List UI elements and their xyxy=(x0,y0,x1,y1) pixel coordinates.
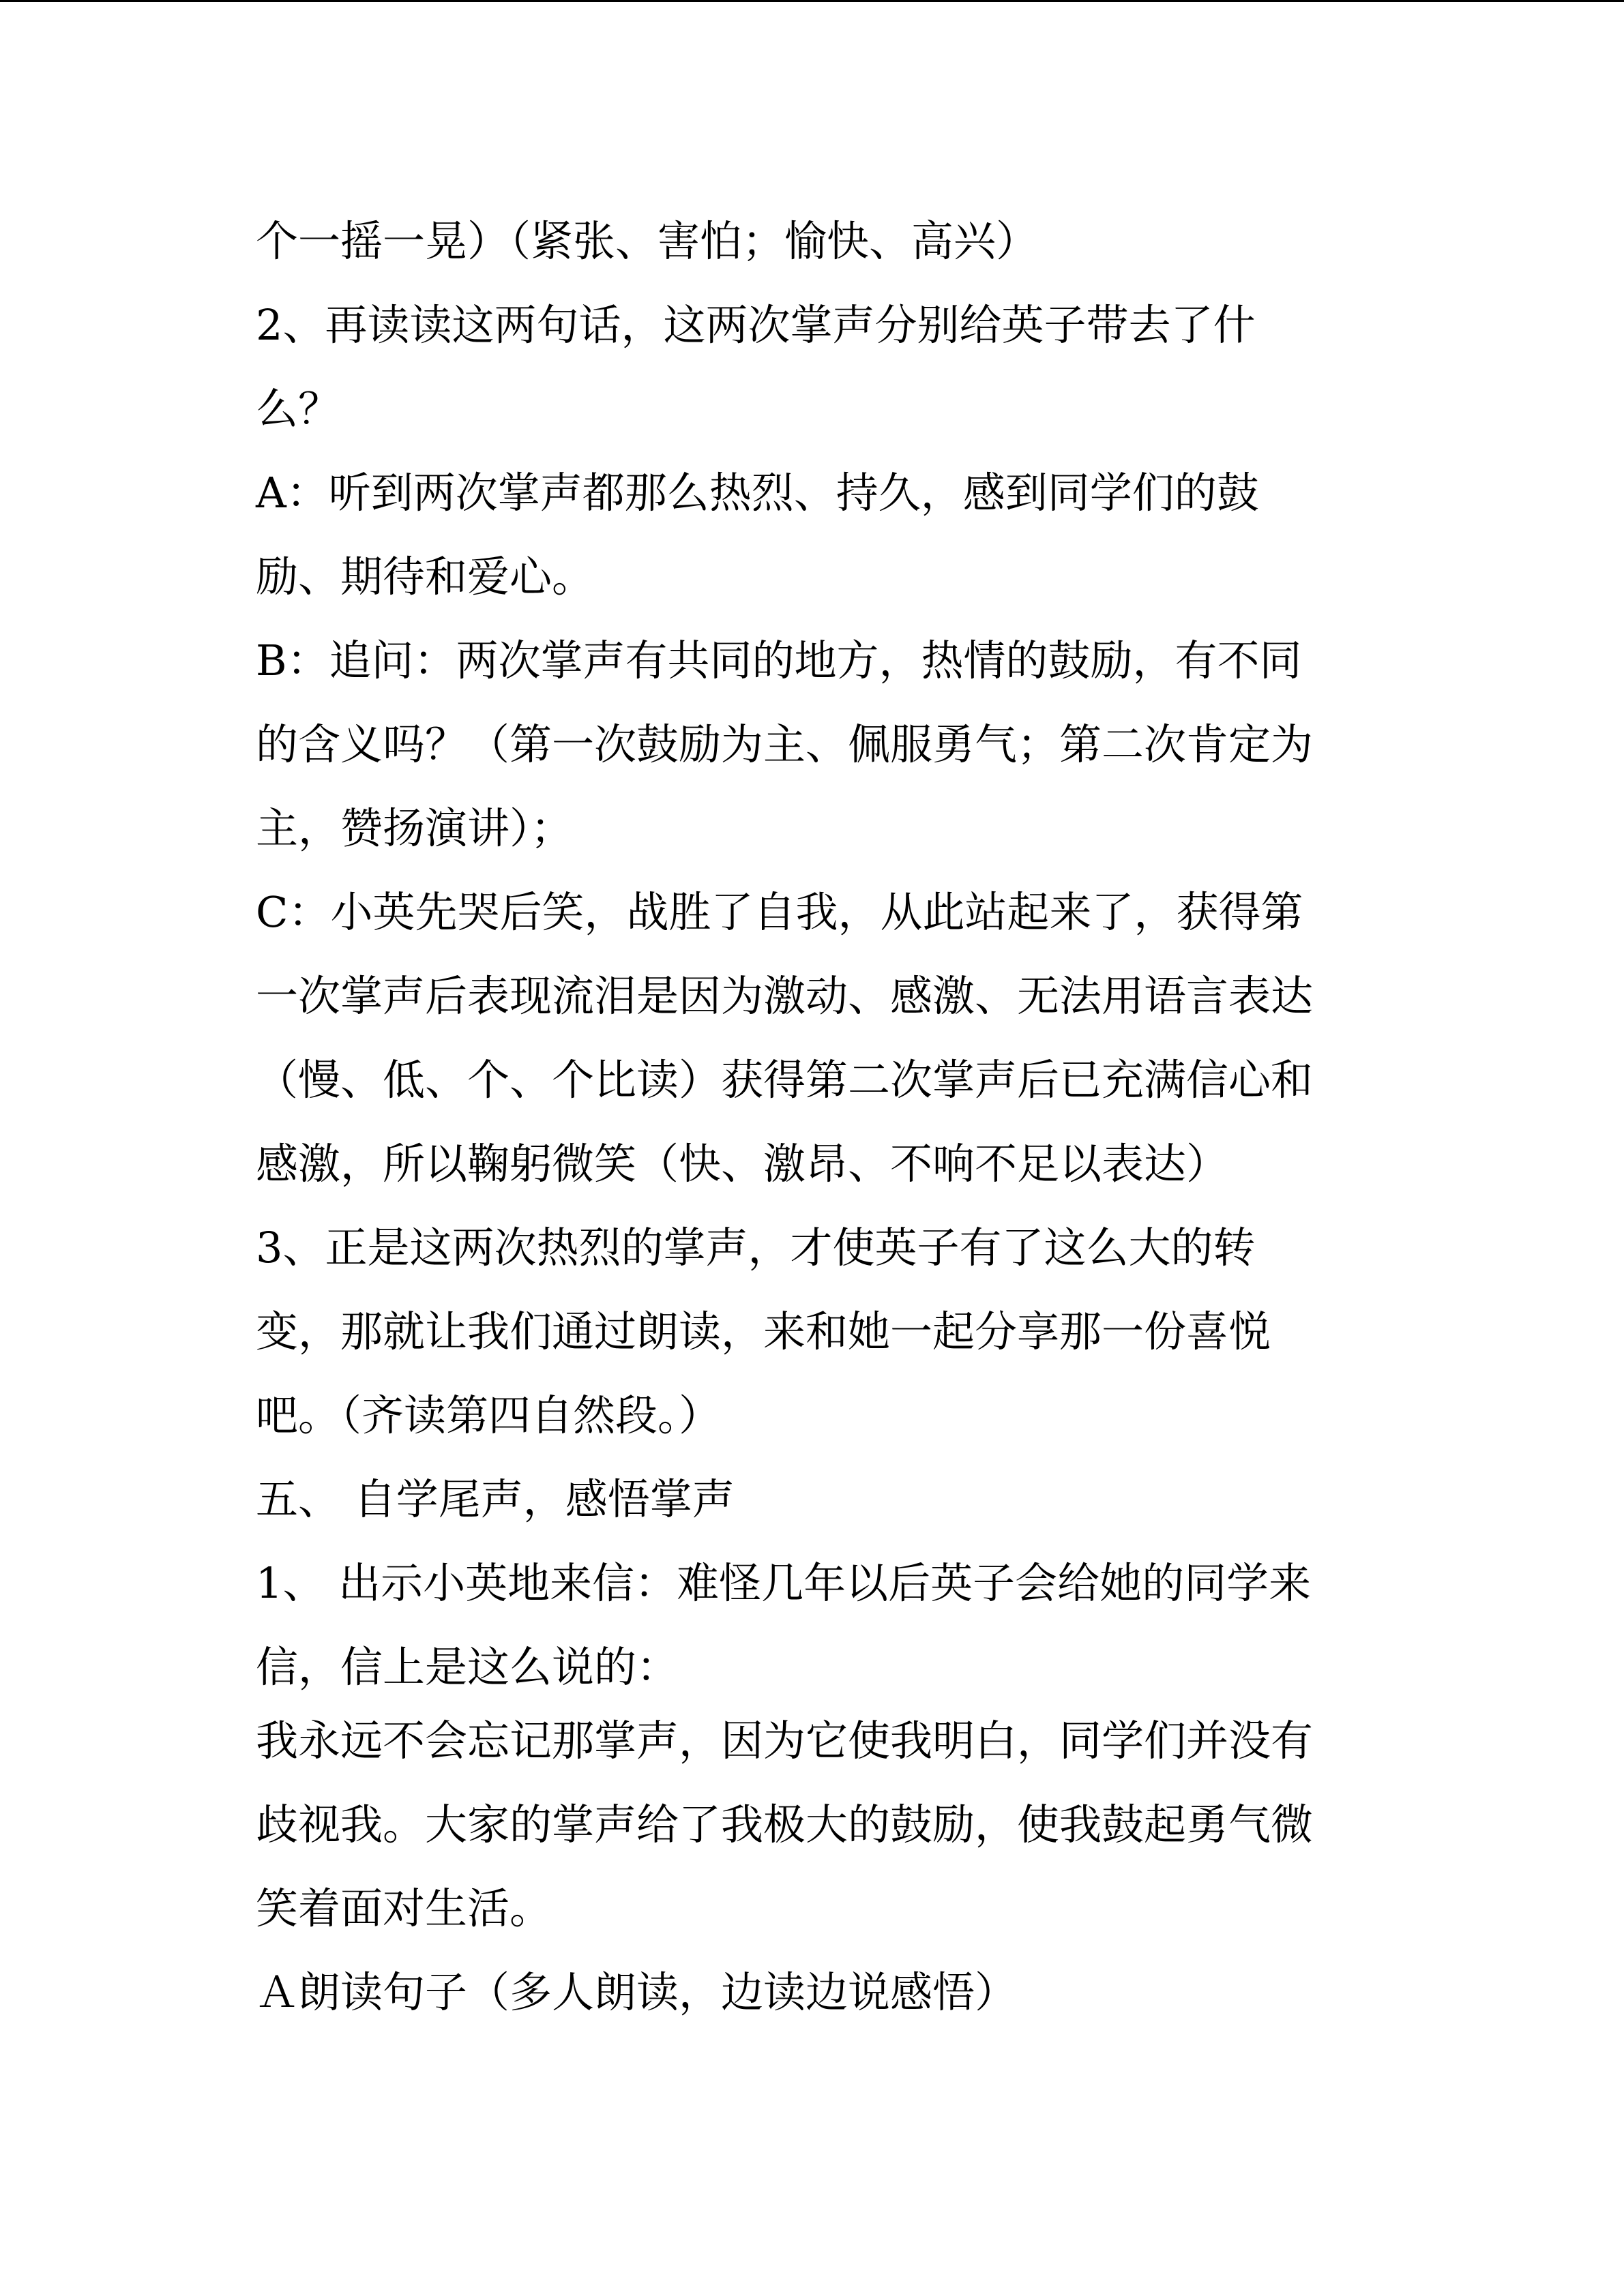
text-line: 个一摇一晃）（紧张、害怕；愉快、高兴） xyxy=(256,216,1039,266)
text-line: （慢、低、个、个比读）获得第二次掌声后已充满信心和 xyxy=(256,1055,1314,1105)
text-line: 3、正是这两次热烈的掌声，才使英子有了这么大的转 xyxy=(256,1223,1256,1272)
text-line: C：小英先哭后笑，战胜了自我，从此站起来了，获得第 xyxy=(256,887,1303,937)
text-line: 么？ xyxy=(256,384,341,434)
text-line: 一次掌声后表现流泪是因为激动、感激、无法用语言表达 xyxy=(256,971,1314,1021)
quoted-letter-line: 笑着面对生活。 xyxy=(256,1883,552,1933)
text-line: 吧。（齐读第四自然段。） xyxy=(256,1390,722,1440)
section-heading: 五、 自学尾声，感悟掌声 xyxy=(256,1474,735,1524)
text-line: 信，信上是这么说的： xyxy=(256,1642,679,1692)
text-line: 励、期待和爱心。 xyxy=(256,552,595,601)
text-line: 1、 出示小英地来信：难怪几年以后英子会给她的同学来 xyxy=(256,1558,1312,1608)
quoted-letter-line: 歧视我。大家的掌声给了我极大的鼓励，使我鼓起勇气微 xyxy=(256,1800,1314,1849)
quoted-letter-line: 我永远不会忘记那掌声，因为它使我明白，同学们并没有 xyxy=(256,1716,1314,1765)
text-line: 变，那就让我们通过朗读，来和她一起分享那一份喜悦 xyxy=(256,1307,1271,1356)
text-line: 2、再读读这两句话，这两次掌声分别给英子带去了什 xyxy=(256,300,1256,350)
text-line: B：追问：两次掌声有共同的地方，热情的鼓励，有不同 xyxy=(256,636,1302,685)
text-line: 的含义吗？（第一次鼓励为主、佩服勇气；第二次肯定为 xyxy=(256,719,1314,769)
text-line: Ａ朗读句子（多人朗读，边读边说感悟） xyxy=(256,1967,1018,2017)
body-text xyxy=(256,207,1374,2042)
text-line: 感激，所以鞠躬微笑（快、激昂、不响不足以表达） xyxy=(256,1139,1229,1189)
text-line: 主，赞扬演讲）； xyxy=(256,803,574,853)
text-line: A：听到两次掌声都那么热烈、持久，感到同学们的鼓 xyxy=(256,468,1259,518)
